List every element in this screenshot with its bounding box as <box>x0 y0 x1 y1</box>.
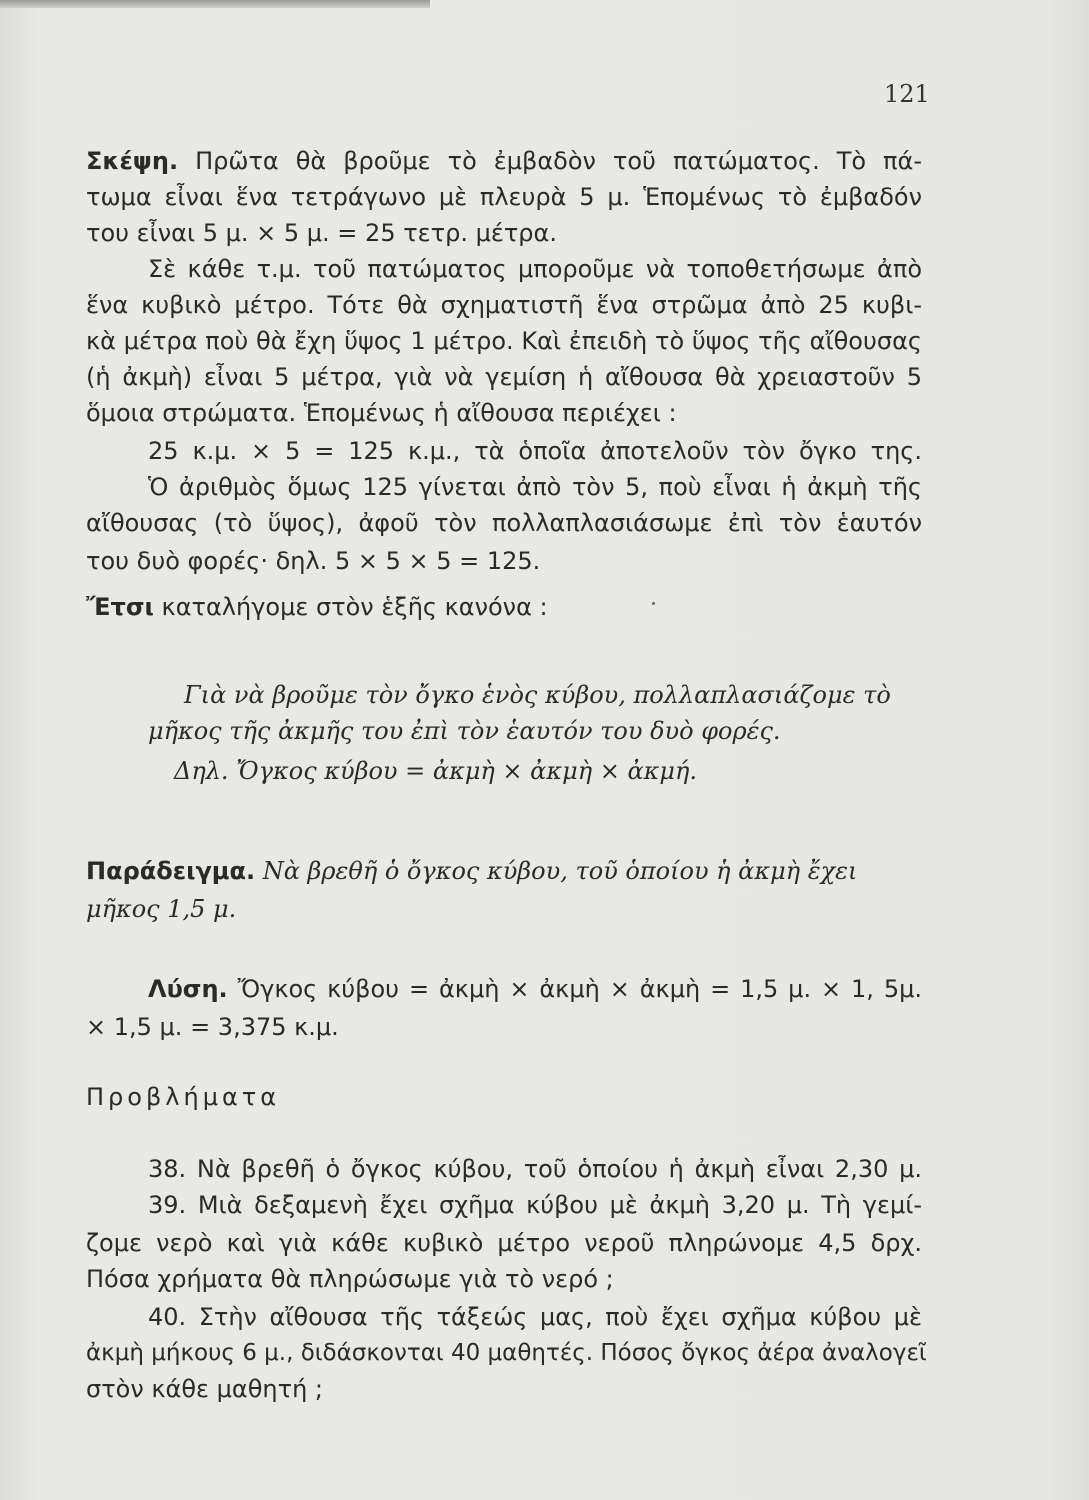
page-number: 121 <box>884 80 930 108</box>
thought-line-3: του εἶναι 5 μ. × 5 μ. = 25 τετρ. μέτρα. <box>86 219 557 247</box>
para2-line-1: Σὲ κάθε τ.μ. τοῦ πατώματος μποροῦμε νὰ τοποθετήσωμε ἀπὸ <box>148 255 922 283</box>
problem-40-line-1: 40. Στὴν αἴθουσα τῆς τάξεώς μας, ποὺ ἔχει σχῆμα κύβου μὲ <box>148 1303 922 1331</box>
problem-39-line-1: 39. Μιὰ δεξαμενὴ ἔχει σχῆμα κύβου μὲ ἀκμὴ 3,20 μ. Τὴ γεμί- <box>148 1191 922 1219</box>
problem-39-line-2: ζομε νερὸ καὶ γιὰ κάθε κυβικὸ μέτρο νεροῦ πληρώνομε 4,5 δρχ. <box>86 1229 922 1257</box>
rule-line-3: Δηλ. Ὄγκος κύβου = ἀκμὴ × ἀκμὴ × ἀκμή. <box>174 757 698 785</box>
para2-line-4: (ἡ ἀκμὴ) εἶναι 5 μέτρα, γιὰ νὰ γεμίση ἡ αἴθουσα θὰ χρειαστοῦν 5 <box>86 363 922 391</box>
para2-line-3: κὰ μέτρα ποὺ θὰ ἔχη ὕψος 1 μέτρο. Καὶ ἐπειδὴ τὸ ὕψος τῆς αἴθουσας <box>86 327 922 355</box>
para3-line-2: αἴθουσας (τὸ ὕψος), ἀφοῦ τὸν πολλαπλασιάσωμε ἐπὶ τὸν ἑαυτόν <box>86 509 922 537</box>
problem-40-line-3: στὸν κάθε μαθητή ; <box>86 1375 323 1403</box>
example-text-1: Νὰ βρεθῆ ὁ ὄγκος κύβου, τοῦ ὁποίου ἡ ἀκμὴ ἔχει <box>255 857 858 885</box>
calc-line: 25 κ.μ. × 5 = 125 κ.μ., τὰ ὁποῖα ἀποτελοῦν τὸν ὄγκο της. <box>148 437 922 465</box>
thought-line-1 <box>86 146 922 176</box>
solution-line-1 <box>148 974 922 1004</box>
example-line-2: μῆκος 1,5 μ. <box>86 895 237 923</box>
solution-text-1: Ὄγκος κύβου = ἀκμὴ × ἀκμὴ × ἀκμὴ = 1,5 μ. × 1, 5μ. <box>227 975 922 1003</box>
para2-line-2: ἕνα κυβικὸ μέτρο. Τότε θὰ σχηματιστῆ ἕνα στρῶμα ἀπὸ 25 κυβι- <box>86 291 922 319</box>
ink-dot <box>652 602 655 605</box>
thought-line-2: τωμα εἶναι ἕνα τετράγωνο μὲ πλευρὰ 5 μ. Ἑπομένως τὸ ἐμβαδόν <box>86 183 922 211</box>
page-top-edge <box>0 0 430 8</box>
example-line-1 <box>86 856 857 886</box>
solution-label: Λύση. <box>148 975 228 1003</box>
para2-line-5: ὅμοια στρώματα. Ἑπομένως ἡ αἴθουσα περιέχει : <box>86 399 677 427</box>
thought-text-1: Πρῶτα θὰ βροῦμε τὸ ἐμβαδὸν τοῦ πατώματος. Τὸ πά- <box>195 147 922 175</box>
para3-line-3: του δυὸ φορές· δηλ. 5 × 5 × 5 = 125. <box>86 547 541 575</box>
rule-intro-bold: Ἔτσι <box>86 593 154 621</box>
problem-39-line-3: Πόσα χρήματα θὰ πληρώσωμε γιὰ τὸ νερό ; <box>86 1265 614 1293</box>
thought-label: Σκέψη. <box>86 147 179 175</box>
rule-line-1: Γιὰ νὰ βροῦμε τὸν ὄγκο ἑνὸς κύβου, πολλαπλασιάζομε τὸ <box>184 681 891 709</box>
solution-line-2: × 1,5 μ. = 3,375 κ.μ. <box>86 1013 339 1041</box>
problems-heading: Προβλήματα <box>86 1083 281 1111</box>
problem-38: 38. Νὰ βρεθῆ ὁ ὄγκος κύβου, τοῦ ὁποίου ἡ ἀκμὴ εἶναι 2,30 μ. <box>148 1155 922 1183</box>
problem-40-line-2: ἀκμὴ μήκους 6 μ., διδάσκονται 40 μαθητές. Πόσος ὄγκος ἀέρα ἀναλογεῖ <box>86 1340 927 1366</box>
example-label: Παράδειγμα. <box>86 857 256 885</box>
para3-line-1: Ὁ ἀριθμὸς ὅμως 125 γίνεται ἀπὸ τὸν 5, ποὺ εἶναι ἡ ἀκμὴ τῆς <box>148 473 922 501</box>
rule-intro-rest: καταλήγομε στὸν ἑξῆς κανόνα : <box>153 593 548 621</box>
rule-line-2: μῆκος τῆς ἀκμῆς του ἐπὶ τὸν ἑαυτόν του δυὸ φορές. <box>148 717 781 745</box>
rule-intro <box>86 592 548 622</box>
